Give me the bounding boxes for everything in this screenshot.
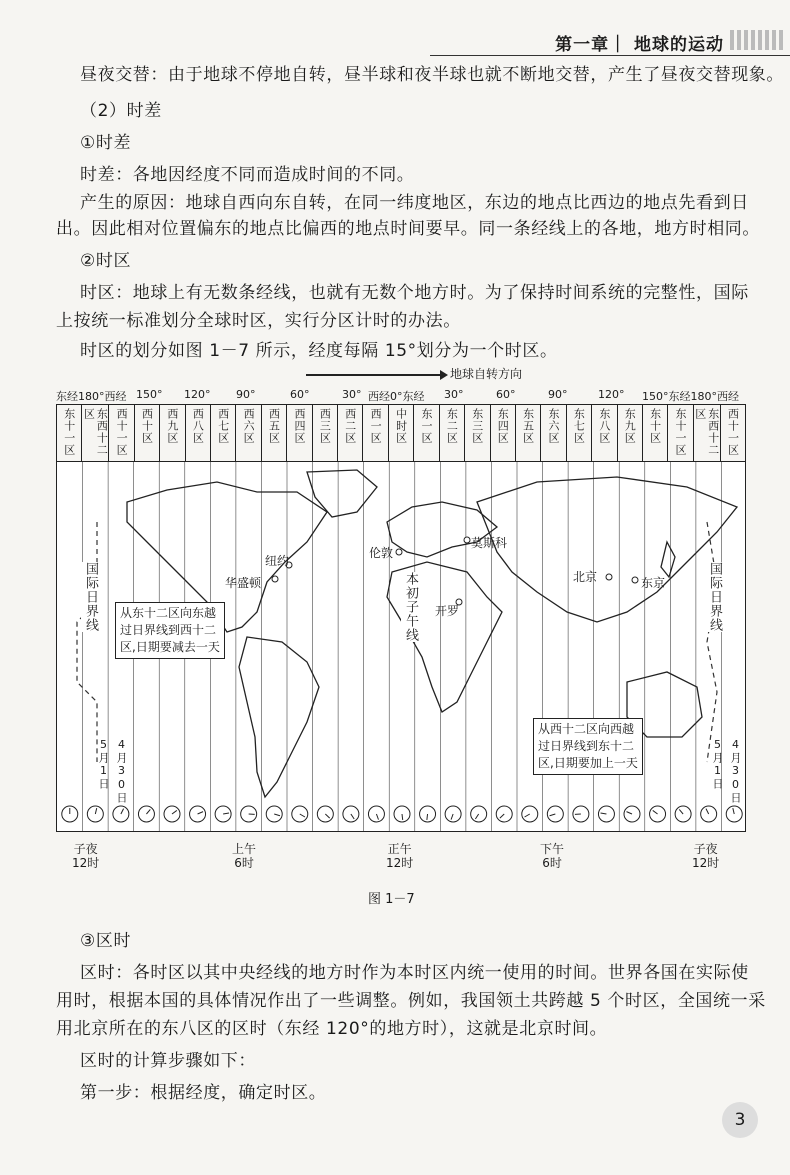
- time-zone-cell: 西五区: [262, 405, 287, 461]
- longitude-label: 西经0°东经: [368, 390, 425, 403]
- dateline-label-left: 国际日界线: [83, 562, 98, 632]
- clock-face-icon: [547, 806, 563, 822]
- dateline-label-right: 国际日界线: [707, 562, 722, 632]
- longitude-label: 90°: [236, 388, 256, 401]
- figure-caption: 图 1－7: [368, 892, 415, 907]
- greenland-outline: [307, 470, 377, 517]
- city-label-beijing: 北京: [573, 570, 598, 584]
- clock-hand: [402, 814, 403, 820]
- time-zone-cell: 东六区: [541, 405, 566, 461]
- tokyo-dot: [632, 577, 638, 583]
- clock-hand: [427, 814, 428, 820]
- beijing-dot: [606, 574, 612, 580]
- city-label-newyork: 纽约: [265, 554, 290, 568]
- longitude-label: 120°: [598, 388, 625, 401]
- asia-outline: [477, 477, 737, 622]
- paragraph: 产生的原因：地球自西向东自转，在同一纬度地区，东边的地点比西边的地点先看到日: [80, 193, 749, 213]
- section-heading: （2）时差: [80, 101, 162, 121]
- time-label-midnight-left: 子夜 12时: [72, 842, 100, 870]
- south-america-outline: [239, 637, 319, 797]
- paragraph: 用北京所在的东八区的区时（东经 120°的地方时），这就是北京时间。: [56, 1019, 608, 1039]
- longitude-label: 30°: [342, 388, 362, 401]
- time-zone-cell: 西十一区: [726, 408, 740, 456]
- dateline-note-west: 从西十二区向西越 过日界线到东十二 区,日期要加上一天: [533, 718, 643, 775]
- paragraph: 用时，根据本国的具体情况作出了一些调整。例如，我国领土共跨越 5 个时区，全国统一采: [56, 991, 766, 1011]
- city-label-tokyo: 东京: [641, 576, 666, 590]
- clock-face-icon: [113, 806, 129, 822]
- time-zone-cell: 东四区: [491, 405, 516, 461]
- time-label-noon: 正午 12时: [386, 842, 414, 870]
- time-zone-cell: 东十一区: [57, 405, 82, 461]
- world-map: [56, 462, 746, 832]
- subsection-heading: ③区时: [80, 931, 132, 951]
- subsection-heading: ②时区: [80, 251, 132, 271]
- city-label-london: 伦敦: [369, 546, 394, 560]
- dateline-left: [77, 522, 97, 762]
- page-number: 3: [722, 1102, 758, 1138]
- date-apr-30-label: 4月30日: [115, 738, 128, 804]
- paragraph: 区时的计算步骤如下：: [80, 1051, 256, 1071]
- time-label-midnight-right: 子夜 12时: [692, 842, 720, 870]
- time-zone-cell: 东九区: [618, 405, 643, 461]
- date-may-1-label-right: 5月1日: [711, 738, 724, 790]
- washington-dot: [272, 576, 278, 582]
- date-may-1-label: 5月1日: [97, 738, 110, 790]
- longitude-row: [56, 388, 746, 404]
- time-zone-cell: 西六区: [236, 405, 261, 461]
- time-zone-cell: 东西十二区: [694, 405, 721, 461]
- longitude-label: 60°: [290, 388, 310, 401]
- time-zone-cell: 东五区: [516, 405, 541, 461]
- time-zone-cell: 东八区: [592, 405, 617, 461]
- japan-outline: [661, 542, 675, 577]
- rotation-direction-label: 地球自转方向: [450, 367, 523, 381]
- dateline-note-east: 从东十二区向东越 过日界线到西十二 区,日期要减去一天: [115, 602, 225, 659]
- city-label-washington: 华盛顿: [225, 576, 262, 590]
- city-label-moscow: 莫斯科: [471, 536, 508, 550]
- paragraph: 时差：各地因经度不同而造成时间的不同。: [80, 165, 415, 185]
- date-apr-30-label-right: 4月30日: [729, 738, 742, 804]
- time-zone-cell: 西九区: [160, 405, 185, 461]
- longitude-label: 150°: [136, 388, 163, 401]
- longitude-label: 30°: [444, 388, 464, 401]
- clock-face-icon: [87, 806, 103, 822]
- header-decoration: [730, 30, 786, 50]
- time-zone-cell: 东十区: [643, 405, 668, 461]
- longitude-label: 东经180°西经: [56, 390, 127, 403]
- paragraph: 时区的划分如图 1－7 所示，经度每隔 15°划分为一个时区。: [80, 341, 558, 361]
- chapter-header: [430, 22, 790, 56]
- time-zone-cell: 西三区: [313, 405, 338, 461]
- time-zone-cell: 西八区: [186, 405, 211, 461]
- time-label-afternoon: 下午 6时: [540, 842, 565, 870]
- longitude-label: 90°: [548, 388, 568, 401]
- time-label-morning: 上午 6时: [232, 842, 257, 870]
- longitude-label: 150°东经180°西经: [642, 390, 739, 403]
- time-zone-cell: 西二区: [338, 405, 363, 461]
- longitude-label: 120°: [184, 388, 211, 401]
- longitude-label: 60°: [496, 388, 516, 401]
- city-label-cairo: 开罗: [435, 604, 460, 618]
- rotation-arrow: [306, 374, 446, 376]
- time-zone-figure: [56, 368, 746, 868]
- paragraph: 上按统一标准划分全球时区，实行分区计时的办法。: [56, 311, 461, 331]
- prime-meridian-label: 本初子午线: [403, 572, 418, 642]
- london-dot: [396, 549, 402, 555]
- paragraph: 第一步：根据经度，确定时区。: [80, 1083, 327, 1103]
- time-zone-cell: 东二区: [440, 405, 465, 461]
- paragraph: 时区：地球上有无数条经线，也就有无数个地方时。为了保持时间系统的完整性，国际: [80, 283, 749, 303]
- subsection-heading: ①时差: [80, 133, 132, 153]
- paragraph: 区时：各时区以其中央经线的地方时作为本时区内统一使用的时间。世界各国在实际使: [80, 963, 749, 983]
- time-zone-cell: 东一区: [414, 405, 439, 461]
- time-zone-cell: 西十一区: [109, 405, 134, 461]
- time-zone-cell: 西一区: [363, 405, 388, 461]
- time-zone-cell: 西四区: [287, 405, 312, 461]
- paragraph: 出。因此相对位置偏东的地点比偏西的地点时间要早。同一条经线上的各地，地方时相同。: [56, 219, 760, 239]
- dateline-right: [707, 522, 717, 762]
- time-zone-cell: 西七区: [211, 405, 236, 461]
- time-zone-cell: 东三区: [465, 405, 490, 461]
- moscow-dot: [464, 537, 470, 543]
- time-zone-cell: 东西十二区: [82, 405, 109, 461]
- time-zone-cell: 中时区: [389, 405, 414, 461]
- paragraph: 昼夜交替：由于地球不停地自转，昼半球和夜半球也就不断地交替，产生了昼夜交替现象。: [80, 65, 784, 85]
- time-zone-cell: 东十一区: [668, 405, 693, 461]
- time-zone-cell: 东七区: [567, 405, 592, 461]
- chapter-title: 第一章｜ 地球的运动: [555, 35, 724, 55]
- time-zone-strip: [56, 404, 746, 462]
- time-zone-cell: 西十区: [135, 405, 160, 461]
